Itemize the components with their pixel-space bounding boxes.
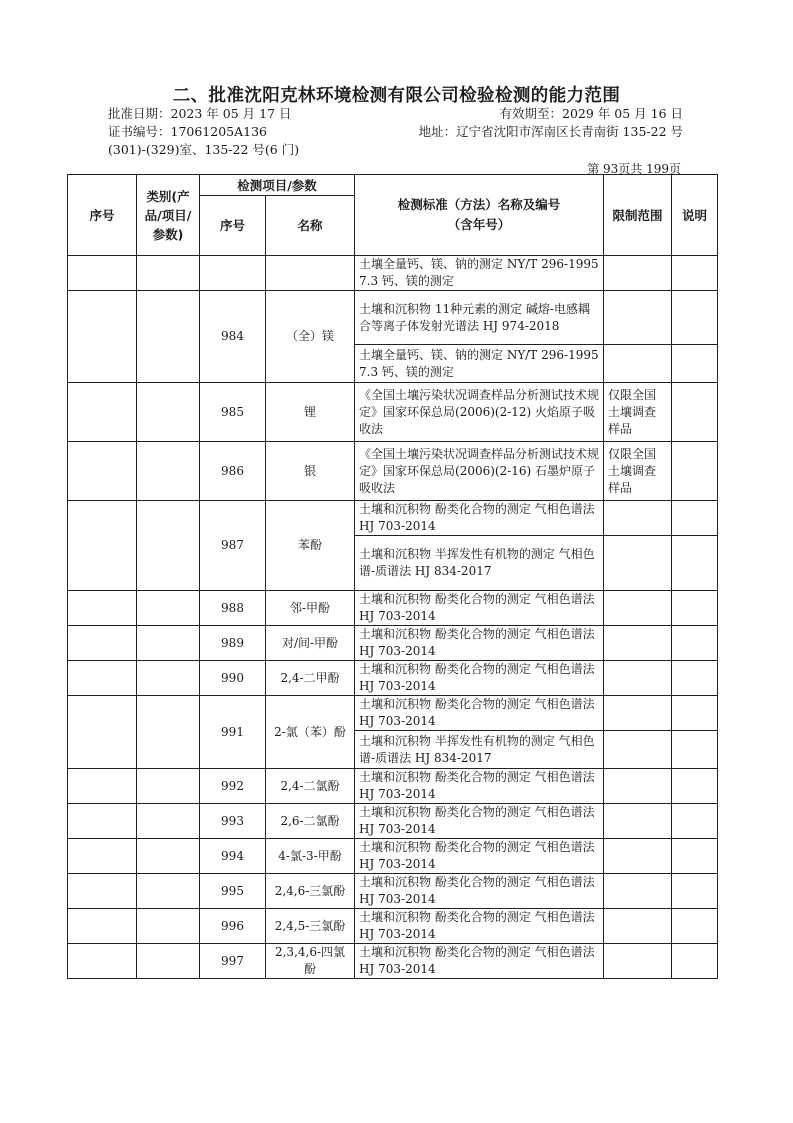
valid-until: 有效期至：2029 年 05 月 16 日 bbox=[499, 106, 683, 121]
cell-limit: 仅限全国土壤调查样品 bbox=[604, 442, 672, 501]
cell-param-seq: 994 bbox=[200, 839, 266, 874]
cell-limit bbox=[604, 536, 672, 591]
cell-note bbox=[672, 291, 718, 345]
cell-param-name: 锂 bbox=[266, 383, 355, 442]
cell-seq bbox=[68, 291, 137, 383]
header-limit: 限制范围 bbox=[604, 175, 672, 256]
cell-category bbox=[137, 256, 200, 291]
table-row bbox=[68, 874, 718, 909]
cell-limit bbox=[604, 256, 672, 291]
cell-note bbox=[672, 501, 718, 536]
cell-limit bbox=[604, 909, 672, 944]
cell-param-name: 2,4-二氯酚 bbox=[266, 769, 355, 804]
cell-seq bbox=[68, 769, 137, 804]
header-seq: 序号 bbox=[68, 175, 137, 256]
cell-limit bbox=[604, 591, 672, 626]
table-row bbox=[68, 291, 718, 345]
cell-standard: 土壤和沉积物 半挥发性有机物的测定 气相色谱-质谱法 HJ 834-2017 bbox=[355, 731, 604, 769]
cell-note bbox=[672, 383, 718, 442]
cell-standard: 土壤和沉积物 酚类化合物的测定 气相色谱法 HJ 703-2014 bbox=[355, 591, 604, 626]
cell-note bbox=[672, 839, 718, 874]
approval-date: 批准日期：2023 年 05 月 17 日 bbox=[108, 106, 292, 121]
cell-category bbox=[137, 874, 200, 909]
cell-standard: 土壤和沉积物 酚类化合物的测定 气相色谱法 HJ 703-2014 bbox=[355, 909, 604, 944]
cell-param-name: 苯酚 bbox=[266, 501, 355, 591]
cell-param-name: 2,4,6-三氯酚 bbox=[266, 874, 355, 909]
address-continued: (301)-(329)室、135-22 号(6 门) bbox=[108, 142, 300, 157]
cell-standard: 土壤全量钙、镁、钠的测定 NY/T 296-1995 7.3 钙、镁的测定 bbox=[355, 345, 604, 383]
table-row bbox=[68, 256, 718, 291]
cell-param-seq: 996 bbox=[200, 909, 266, 944]
header-standard: 检测标准（方法）名称及编号（含年号） bbox=[355, 175, 604, 256]
cell-param-name: （全）镁 bbox=[266, 291, 355, 383]
table-row bbox=[68, 944, 718, 979]
cell-note bbox=[672, 769, 718, 804]
cell-standard: 土壤和沉积物 酚类化合物的测定 气相色谱法 HJ 703-2014 bbox=[355, 839, 604, 874]
cell-note bbox=[672, 536, 718, 591]
cell-seq bbox=[68, 591, 137, 626]
cell-seq bbox=[68, 383, 137, 442]
cell-param-name: 对/间-甲酚 bbox=[266, 626, 355, 661]
cell-seq bbox=[68, 626, 137, 661]
cell-param-name: 2,3,4,6-四氯酚 bbox=[266, 944, 355, 979]
cell-param-seq: 993 bbox=[200, 804, 266, 839]
cell-param-seq: 986 bbox=[200, 442, 266, 501]
cell-param-name: 2-氯（苯）酚 bbox=[266, 696, 355, 769]
cell-note bbox=[672, 874, 718, 909]
cell-param-name: 邻-甲酚 bbox=[266, 591, 355, 626]
cell-category bbox=[137, 383, 200, 442]
cell-seq bbox=[68, 874, 137, 909]
cell-category bbox=[137, 804, 200, 839]
cell-limit bbox=[604, 769, 672, 804]
cell-standard: 土壤全量钙、镁、钠的测定 NY/T 296-1995 7.3 钙、镁的测定 bbox=[355, 256, 604, 291]
cell-seq bbox=[68, 442, 137, 501]
cell-standard: 土壤和沉积物 酚类化合物的测定 气相色谱法 HJ 703-2014 bbox=[355, 626, 604, 661]
cell-param-name: 2,6-二氯酚 bbox=[266, 804, 355, 839]
cell-note bbox=[672, 626, 718, 661]
cell-category bbox=[137, 696, 200, 769]
cell-note bbox=[672, 909, 718, 944]
cell-category bbox=[137, 909, 200, 944]
cell-category bbox=[137, 661, 200, 696]
cell-seq bbox=[68, 804, 137, 839]
cell-limit bbox=[604, 839, 672, 874]
cell-note bbox=[672, 804, 718, 839]
page-title: 二、批准沈阳克林环境检测有限公司检验检测的能力范围 bbox=[172, 86, 621, 106]
cell-param-seq: 984 bbox=[200, 291, 266, 383]
cell-seq bbox=[68, 944, 137, 979]
cell-param-seq: 989 bbox=[200, 626, 266, 661]
cell-param-name: 银 bbox=[266, 442, 355, 501]
header-note: 说明 bbox=[672, 175, 718, 256]
cell-note bbox=[672, 345, 718, 383]
cell-param-seq: 988 bbox=[200, 591, 266, 626]
cell-param-name bbox=[266, 256, 355, 291]
certificate-number: 证书编号：17061205A136 bbox=[108, 124, 268, 139]
cell-limit bbox=[604, 501, 672, 536]
cell-limit bbox=[604, 874, 672, 909]
table-row bbox=[68, 696, 718, 731]
table-row bbox=[68, 626, 718, 661]
cell-limit bbox=[604, 696, 672, 731]
cell-seq bbox=[68, 256, 137, 291]
cell-note bbox=[672, 442, 718, 501]
cell-note bbox=[672, 944, 718, 979]
cell-category bbox=[137, 769, 200, 804]
cell-standard: 土壤和沉积物 11种元素的测定 碱熔-电感耦合等离子体发射光谱法 HJ 974-2018 bbox=[355, 291, 604, 345]
cell-limit bbox=[604, 291, 672, 345]
cell-category bbox=[137, 944, 200, 979]
cell-category bbox=[137, 591, 200, 626]
cell-param-seq: 997 bbox=[200, 944, 266, 979]
header-category: 类别(产品/项目/参数) bbox=[137, 175, 200, 256]
cell-seq bbox=[68, 661, 137, 696]
cell-limit bbox=[604, 661, 672, 696]
cell-standard: 土壤和沉积物 酚类化合物的测定 气相色谱法 HJ 703-2014 bbox=[355, 944, 604, 979]
cell-limit bbox=[604, 345, 672, 383]
header-param-group: 检测项目/参数 bbox=[200, 175, 355, 196]
cell-standard: 土壤和沉积物 酚类化合物的测定 气相色谱法 HJ 703-2014 bbox=[355, 661, 604, 696]
table-row bbox=[68, 442, 718, 501]
cell-limit bbox=[604, 731, 672, 769]
header-param-seq: 序号 bbox=[200, 196, 266, 256]
cell-param-seq: 987 bbox=[200, 501, 266, 591]
cell-param-seq: 995 bbox=[200, 874, 266, 909]
cell-seq bbox=[68, 501, 137, 591]
cell-standard: 《全国土壤污染状况调查样品分析测试技术规定》国家环保总局(2006)(2-16) 石墨炉原子吸收法 bbox=[355, 442, 604, 501]
cell-standard: 土壤和沉积物 酚类化合物的测定 气相色谱法 HJ 703-2014 bbox=[355, 804, 604, 839]
table-row bbox=[68, 501, 718, 536]
cell-standard: 《全国土壤污染状况调查样品分析测试技术规定》国家环保总局(2006)(2-12) 火焰原子吸收法 bbox=[355, 383, 604, 442]
cell-param-name: 4-氯-3-甲酚 bbox=[266, 839, 355, 874]
address: 地址：辽宁省沈阳市浑南区长青南街 135-22 号 bbox=[418, 124, 683, 139]
cell-param-name: 2,4,5-三氯酚 bbox=[266, 909, 355, 944]
cell-standard: 土壤和沉积物 半挥发性有机物的测定 气相色谱-质谱法 HJ 834-2017 bbox=[355, 536, 604, 591]
cell-category bbox=[137, 501, 200, 591]
capability-table bbox=[67, 174, 718, 979]
cell-seq bbox=[68, 839, 137, 874]
cell-param-seq: 992 bbox=[200, 769, 266, 804]
cell-param-seq: 991 bbox=[200, 696, 266, 769]
cell-standard: 土壤和沉积物 酚类化合物的测定 气相色谱法 HJ 703-2014 bbox=[355, 769, 604, 804]
table-row bbox=[68, 591, 718, 626]
cell-category bbox=[137, 626, 200, 661]
cell-note bbox=[672, 696, 718, 731]
cell-category bbox=[137, 442, 200, 501]
cell-param-seq: 990 bbox=[200, 661, 266, 696]
cell-standard: 土壤和沉积物 酚类化合物的测定 气相色谱法 HJ 703-2014 bbox=[355, 696, 604, 731]
cell-category bbox=[137, 839, 200, 874]
cell-limit bbox=[604, 626, 672, 661]
table-row bbox=[68, 909, 718, 944]
cell-limit: 仅限全国土壤调查样品 bbox=[604, 383, 672, 442]
cell-note bbox=[672, 661, 718, 696]
cell-seq bbox=[68, 696, 137, 769]
table-row bbox=[68, 661, 718, 696]
cell-note bbox=[672, 591, 718, 626]
table-row bbox=[68, 769, 718, 804]
cell-param-name: 2,4-二甲酚 bbox=[266, 661, 355, 696]
cell-note bbox=[672, 256, 718, 291]
cell-seq bbox=[68, 909, 137, 944]
cell-standard: 土壤和沉积物 酚类化合物的测定 气相色谱法 HJ 703-2014 bbox=[355, 501, 604, 536]
cell-category bbox=[137, 291, 200, 383]
table-row bbox=[68, 804, 718, 839]
page-number: 第 93页共 199页 bbox=[587, 162, 681, 176]
cell-limit bbox=[604, 804, 672, 839]
cell-limit bbox=[604, 944, 672, 979]
header-param-name: 名称 bbox=[266, 196, 355, 256]
table-row bbox=[68, 383, 718, 442]
cell-param-seq: 985 bbox=[200, 383, 266, 442]
cell-standard: 土壤和沉积物 酚类化合物的测定 气相色谱法 HJ 703-2014 bbox=[355, 874, 604, 909]
table-row bbox=[68, 839, 718, 874]
cell-param-seq bbox=[200, 256, 266, 291]
cell-note bbox=[672, 731, 718, 769]
